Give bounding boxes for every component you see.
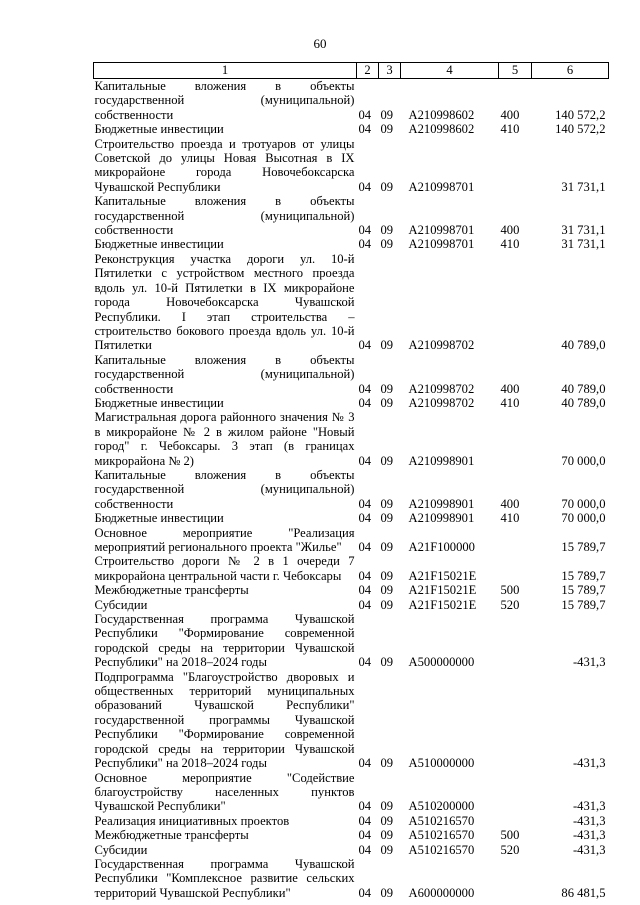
row-section: 04 — [358, 511, 372, 526]
row-amount: -431,3 — [572, 799, 606, 814]
row-amount: 86 481,5 — [561, 885, 606, 900]
row-section: 04 — [358, 813, 372, 828]
budget-table — [93, 62, 609, 900]
row-subsection: 09 — [380, 511, 394, 526]
row-section: 04 — [358, 453, 372, 468]
row-name: Капитальные вложения в объекты государственной (муниципальной) собственности — [94, 194, 355, 238]
row-subsection: 09 — [380, 122, 394, 137]
row-amount: 40 789,0 — [561, 395, 606, 410]
row-name: Бюджетные инвестиции — [94, 395, 224, 410]
table-row — [94, 526, 609, 555]
row-subsection: 09 — [380, 828, 394, 843]
table-row — [94, 857, 609, 900]
row-target-code: A600000000 — [408, 885, 475, 900]
table-row — [94, 511, 609, 525]
row-amount: -431,3 — [572, 828, 606, 843]
row-target-code: A510216570 — [408, 828, 475, 843]
row-expense-type: 410 — [500, 511, 520, 526]
row-target-code: A210998702 — [408, 338, 475, 353]
row-subsection: 09 — [380, 395, 394, 410]
table-row — [94, 583, 609, 597]
row-amount: 31 731,1 — [561, 179, 606, 194]
row-amount: 140 572,2 — [555, 107, 606, 122]
row-section: 04 — [358, 756, 372, 771]
row-expense-type — [499, 612, 532, 670]
row-subsection: 09 — [380, 842, 394, 857]
row-expense-type — [499, 814, 532, 828]
row-target-code: A500000000 — [408, 655, 475, 670]
row-target-code: A210998602 — [408, 107, 475, 122]
row-target-code: A210998602 — [408, 122, 475, 137]
row-expense-type: 500 — [500, 828, 520, 843]
table-row — [94, 122, 609, 136]
row-section: 04 — [358, 381, 372, 396]
row-expense-type — [499, 670, 532, 771]
row-name: Реконструкция участка дороги ул. 10-й Пятилетки с устройством местного проезда вдоль ул. 10-й Пятилетки в IX микрорайоне города Новочебоксарска Чувашской Республики. I этап строительства – строительство бокового проезда вдоль ул. 10-й Пятилетки — [94, 251, 355, 353]
column-header-1: 1 — [94, 63, 357, 79]
table-row — [94, 612, 609, 670]
row-amount: 140 572,2 — [555, 122, 606, 137]
row-section: 04 — [358, 223, 372, 238]
row-name: Капитальные вложения в объекты государственной (муниципальной) собственности — [94, 79, 355, 122]
table-row — [94, 670, 609, 771]
row-target-code: A510200000 — [408, 799, 475, 814]
row-section: 04 — [358, 799, 372, 814]
row-expense-type: 400 — [500, 381, 520, 396]
row-amount: 15 789,7 — [561, 597, 606, 612]
row-amount: -431,3 — [572, 756, 606, 771]
row-name: Субсидии — [94, 597, 148, 612]
table-row — [94, 79, 609, 123]
row-amount: 15 789,7 — [561, 568, 606, 583]
row-name: Бюджетные инвестиции — [94, 511, 224, 526]
row-name: Межбюджетные трансферты — [94, 583, 249, 598]
row-expense-type: 410 — [500, 395, 520, 410]
row-name: Субсидии — [94, 842, 148, 857]
row-expense-type — [499, 857, 532, 900]
row-section: 04 — [358, 597, 372, 612]
column-header-4: 4 — [401, 63, 499, 79]
row-name: Бюджетные инвестиции — [94, 237, 224, 252]
row-name: Строительство дороги № 2 в 1 очереди 7 микрорайона центральной части г. Чебоксары — [94, 554, 355, 583]
row-name: Основное мероприятие "Содействие благоустройству населенных пунктов Чувашской Республики" — [94, 770, 355, 814]
row-expense-type: 520 — [500, 597, 520, 612]
row-expense-type: 520 — [500, 842, 520, 857]
row-amount: 70 000,0 — [561, 496, 606, 511]
table-row — [94, 353, 609, 396]
row-expense-type: 410 — [500, 237, 520, 252]
row-target-code: A510216570 — [408, 813, 475, 828]
row-expense-type — [499, 137, 532, 195]
row-subsection: 09 — [380, 381, 394, 396]
table-header-row — [94, 63, 609, 79]
row-amount: -431,3 — [572, 813, 606, 828]
row-section: 04 — [358, 496, 372, 511]
row-subsection: 09 — [380, 237, 394, 252]
row-name: Капитальные вложения в объекты государственной (муниципальной) собственности — [94, 467, 355, 511]
row-expense-type — [499, 554, 532, 583]
row-target-code: A210998901 — [408, 453, 475, 468]
row-subsection: 09 — [380, 885, 394, 900]
row-subsection: 09 — [380, 453, 394, 468]
row-amount: 15 789,7 — [561, 540, 606, 554]
row-target-code: A210998702 — [408, 381, 475, 396]
row-subsection: 09 — [380, 583, 394, 598]
row-expense-type — [499, 410, 532, 468]
row-expense-type — [499, 526, 532, 555]
row-name: Основное мероприятие "Реализация мероприятий регионального проекта "Жилье" — [94, 525, 355, 554]
row-subsection: 09 — [380, 540, 394, 554]
row-section: 04 — [358, 395, 372, 410]
row-target-code: A510216570 — [408, 842, 475, 857]
row-target-code: A21F15021E — [408, 597, 477, 612]
row-subsection: 09 — [380, 223, 394, 238]
row-section: 04 — [358, 338, 372, 353]
table-row — [94, 410, 609, 468]
row-name: Бюджетные инвестиции — [94, 122, 224, 137]
row-amount: 70 000,0 — [561, 453, 606, 468]
row-name: Магистральная дорога районного значения № 3 в микрорайоне № 2 в жилом районе "Новый город" г. Чебоксары. 3 этап (в границах микрорайона № 2) — [94, 410, 355, 468]
row-section: 04 — [358, 568, 372, 583]
page-number: 60 — [313, 36, 327, 51]
table-row — [94, 252, 609, 353]
table-row — [94, 237, 609, 251]
row-subsection: 09 — [380, 107, 394, 122]
row-target-code: A21F15021E — [408, 583, 477, 598]
row-section: 04 — [358, 885, 372, 900]
row-section: 04 — [358, 122, 372, 137]
row-name: Государственная программа Чувашской Республики "Комплексное развитие сельских территорий Чувашской Республики" — [94, 856, 355, 900]
row-amount: 15 789,7 — [561, 583, 606, 598]
row-target-code: A210998901 — [408, 496, 475, 511]
row-subsection: 09 — [380, 597, 394, 612]
table-row — [94, 771, 609, 814]
row-section: 04 — [358, 107, 372, 122]
table-row — [94, 843, 609, 857]
table-row — [94, 194, 609, 237]
row-subsection: 09 — [380, 756, 394, 771]
column-header-3: 3 — [379, 63, 401, 79]
row-amount: 40 789,0 — [561, 381, 606, 396]
column-header-2: 2 — [357, 63, 379, 79]
table-row — [94, 396, 609, 410]
row-subsection: 09 — [380, 799, 394, 814]
row-subsection: 09 — [380, 496, 394, 511]
table-row — [94, 468, 609, 511]
table-row — [94, 598, 609, 612]
row-name: Реализация инициативных проектов — [94, 813, 290, 828]
row-section: 04 — [358, 828, 372, 843]
row-expense-type: 400 — [500, 107, 520, 122]
row-section: 04 — [358, 237, 372, 252]
row-section: 04 — [358, 179, 372, 194]
row-expense-type: 500 — [500, 583, 520, 598]
row-section: 04 — [358, 540, 372, 554]
row-expense-type: 400 — [500, 496, 520, 511]
row-name: Капитальные вложения в объекты государственной (муниципальной) собственности — [94, 352, 355, 396]
row-subsection: 09 — [380, 655, 394, 670]
row-subsection: 09 — [380, 568, 394, 583]
row-target-code: A21F15021E — [408, 568, 477, 583]
row-name: Государственная программа Чувашской Республики "Формирование современной городской среды на территории Чувашской Республики" на 2018–2024 годы — [94, 612, 355, 670]
row-amount: 70 000,0 — [561, 511, 606, 526]
row-amount: -431,3 — [572, 842, 606, 857]
row-expense-type — [499, 252, 532, 353]
row-expense-type — [499, 771, 532, 814]
row-target-code: A510000000 — [408, 756, 475, 771]
row-amount: -431,3 — [572, 655, 606, 670]
row-section: 04 — [358, 583, 372, 598]
row-subsection: 09 — [380, 813, 394, 828]
row-target-code: A210998701 — [408, 237, 475, 252]
row-subsection: 09 — [380, 338, 394, 353]
row-target-code: A21F100000 — [408, 540, 475, 554]
table-row — [94, 814, 609, 828]
row-target-code: A210998701 — [408, 223, 475, 238]
row-name: Строительство проезда и тротуаров от улицы Советской до улицы Новая Высотная в IX микрорайоне города Новочебоксарска Чувашской Республики — [94, 136, 355, 194]
row-name: Межбюджетные трансферты — [94, 828, 249, 843]
row-amount: 40 789,0 — [561, 338, 606, 353]
row-amount: 31 731,1 — [561, 237, 606, 252]
row-section: 04 — [358, 655, 372, 670]
row-target-code: A210998701 — [408, 179, 475, 194]
row-name: Подпрограмма "Благоустройство дворовых и общественных территорий муниципальных образований Чувашской Республики" государственной программы Чувашской Республики "Формирование современной городской среды на территории Чувашской Республики" на 2018–2024 годы — [94, 669, 355, 771]
column-header-6: 6 — [532, 63, 609, 79]
row-subsection: 09 — [380, 179, 394, 194]
row-expense-type: 410 — [500, 122, 520, 137]
table-row — [94, 137, 609, 195]
column-header-5: 5 — [499, 63, 532, 79]
row-target-code: A210998901 — [408, 511, 475, 526]
row-amount: 31 731,1 — [561, 223, 606, 238]
row-target-code: A210998702 — [408, 395, 475, 410]
table-row — [94, 828, 609, 842]
table-row — [94, 554, 609, 583]
row-section: 04 — [358, 842, 372, 857]
row-expense-type: 400 — [500, 223, 520, 238]
